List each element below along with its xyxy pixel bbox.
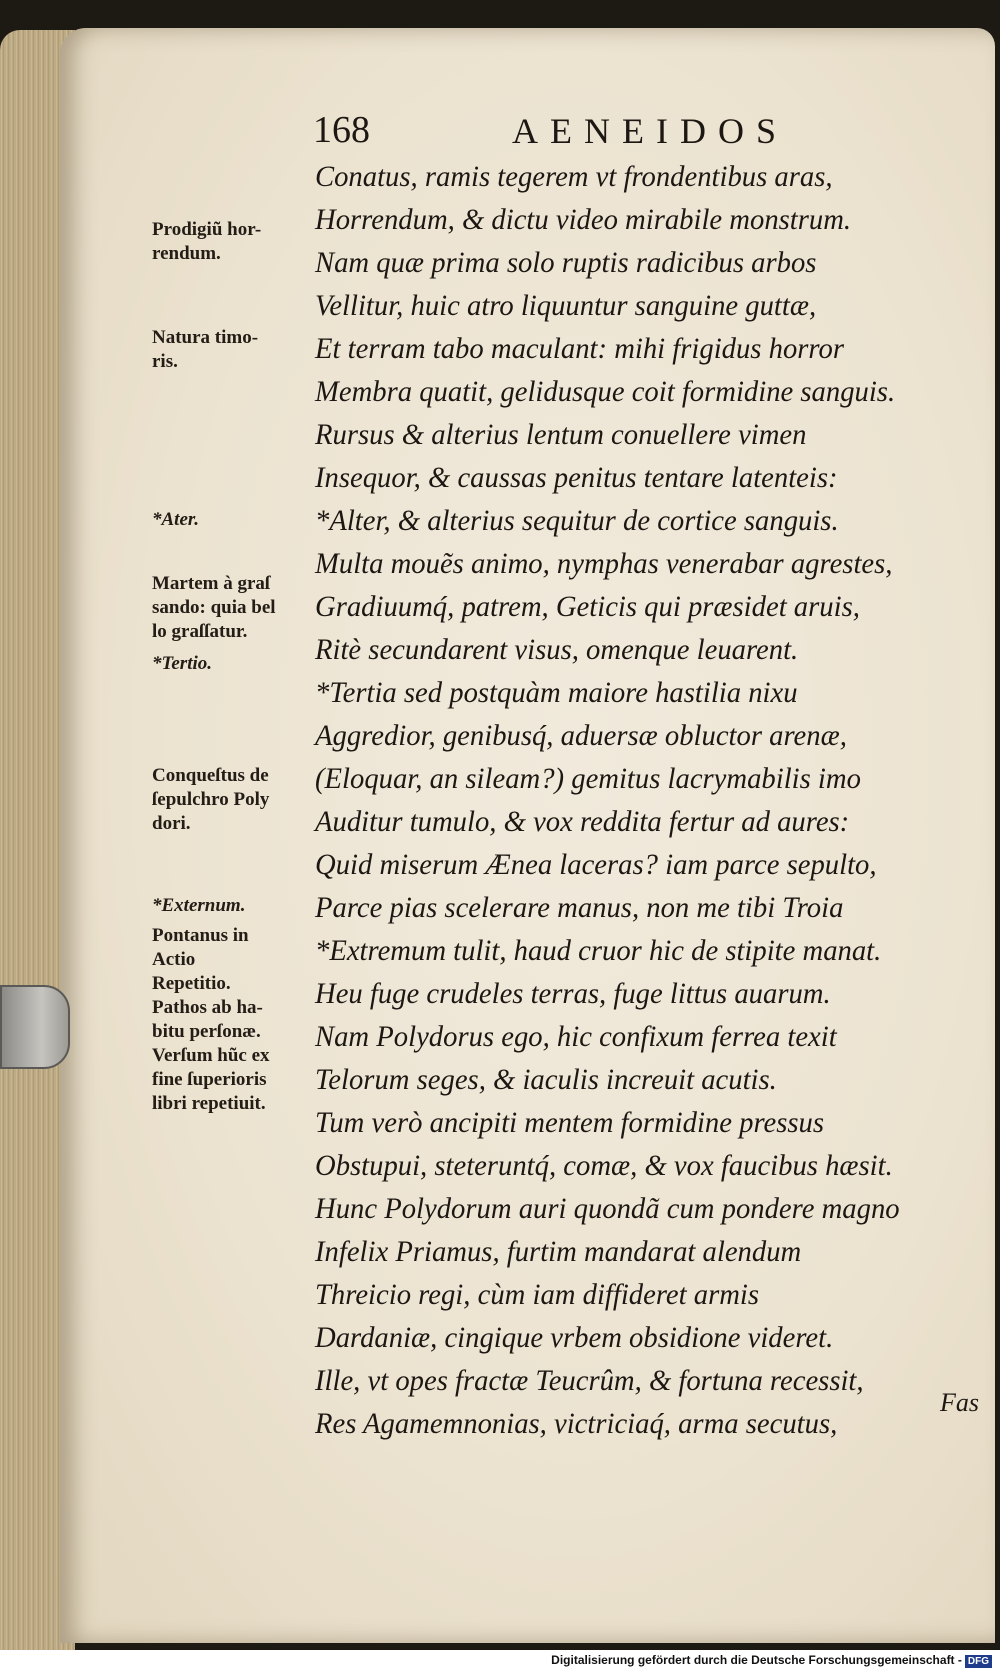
verse-line: Infelix Priamus, furtim mandarat alendum <box>315 1235 802 1268</box>
verse-line: (Eloquar, an sileam?) gemitus lacrymabilis imo <box>315 762 861 795</box>
verse-line: Nam Polydorus ego, hic confixum ferrea texit <box>315 1020 837 1053</box>
verse-line: Membra quatit, gelidusque coit formidine sanguis. <box>315 375 896 408</box>
margin-note: *Ater. <box>152 509 199 530</box>
verse-line: Hunc Polydorum auri quondã cum pondere magno <box>315 1192 900 1225</box>
page-number: 168 <box>313 109 370 151</box>
verse-line: Aggredior, genibusq́, aduersæ obluctor arenæ, <box>315 719 847 752</box>
verse-line: Telorum seges, & iaculis increuit acutis. <box>315 1063 777 1096</box>
margin-note: Conqueſtus de ſepulchro Poly dori. <box>152 765 270 834</box>
verse-line: *Alter, & alterius sequitur de cortice sanguis. <box>315 504 839 537</box>
margin-note: *Tertio. <box>152 653 212 674</box>
verse-line: Threicio regi, cùm iam diffideret armis <box>315 1278 760 1311</box>
footer-credit <box>551 1653 992 1668</box>
verse-line: *Extremum tulit, haud cruor hic de stipite manat. <box>315 934 882 967</box>
verse-line: Gradiuumq́, patrem, Geticis qui præsidet aruis, <box>315 590 860 623</box>
margin-note: *Externum. <box>152 895 246 916</box>
verse-line: Dardaniæ, cingique vrbem obsidione videret. <box>315 1321 834 1354</box>
verse-line: Quid miserum Ænea laceras? iam parce sepulto, <box>315 848 877 881</box>
margin-note: Natura timo- ris. <box>152 327 259 372</box>
verse-line: Conatus, ramis tegerem vt frondentibus aras, <box>315 160 833 193</box>
verse-line: Parce pias scelerare manus, non me tibi Troia <box>315 891 844 924</box>
verse-line: Ille, vt opes fractæ Teucrûm, & fortuna recessit, <box>315 1364 864 1397</box>
verse-line: Res Agamemnonias, victriciaq́, arma secutus, <box>315 1407 838 1440</box>
verse-line: Ritè secundarent visus, omenque leuarent. <box>315 633 799 666</box>
verse-line: Obstupui, steteruntq́, comæ, & vox faucibus hæsit. <box>315 1149 893 1182</box>
verse-line: *Tertia sed postquàm maiore hastilia nixu <box>315 676 798 709</box>
verse-line: Tum verò ancipiti mentem formidine pressus <box>315 1106 825 1139</box>
book-clasp <box>0 985 70 1069</box>
running-head: AENEIDOS <box>512 111 788 151</box>
verse-line: Vellitur, huic atro liquuntur sanguine guttæ, <box>315 289 817 322</box>
verse-line: Nam quæ prima solo ruptis radicibus arbos <box>315 246 817 279</box>
verse-line: Insequor, & caussas penitus tentare latenteis: <box>315 461 838 494</box>
verse-line: Et terram tabo maculant: mihi frigidus horror <box>315 332 844 365</box>
verse-line: Rursus & alterius lentum conuellere vimen <box>315 418 807 451</box>
verse-line: Auditur tumulo, & vox reddita fertur ad aures: <box>315 805 850 838</box>
verse-list <box>315 155 985 1445</box>
margin-note: Pontanus in Actio Repetitio. Pathos ab ha- bitu perſonæ. Verſum hũc ex fine ſuperioris libri repetiuit. <box>152 925 270 1114</box>
margin-note: Martem à graſ sando: quia bel lo graſſatur. <box>152 573 276 642</box>
verse-line: Heu fuge crudeles terras, fuge littus auarum. <box>315 977 831 1010</box>
catchword: Fas <box>940 1388 979 1417</box>
verse-line: Horrendum, & dictu video mirabile monstrum. <box>315 203 852 236</box>
verse-line: Multa mouẽs animo, nymphas venerabar agrestes, <box>315 547 893 580</box>
margin-note: Prodigiũ hor- rendum. <box>152 219 262 264</box>
footer-text: Digitalisierung gefördert durch die Deutsche Forschungsgemeinschaft - <box>551 1653 962 1667</box>
dfg-logo-badge: DFG <box>965 1655 992 1668</box>
